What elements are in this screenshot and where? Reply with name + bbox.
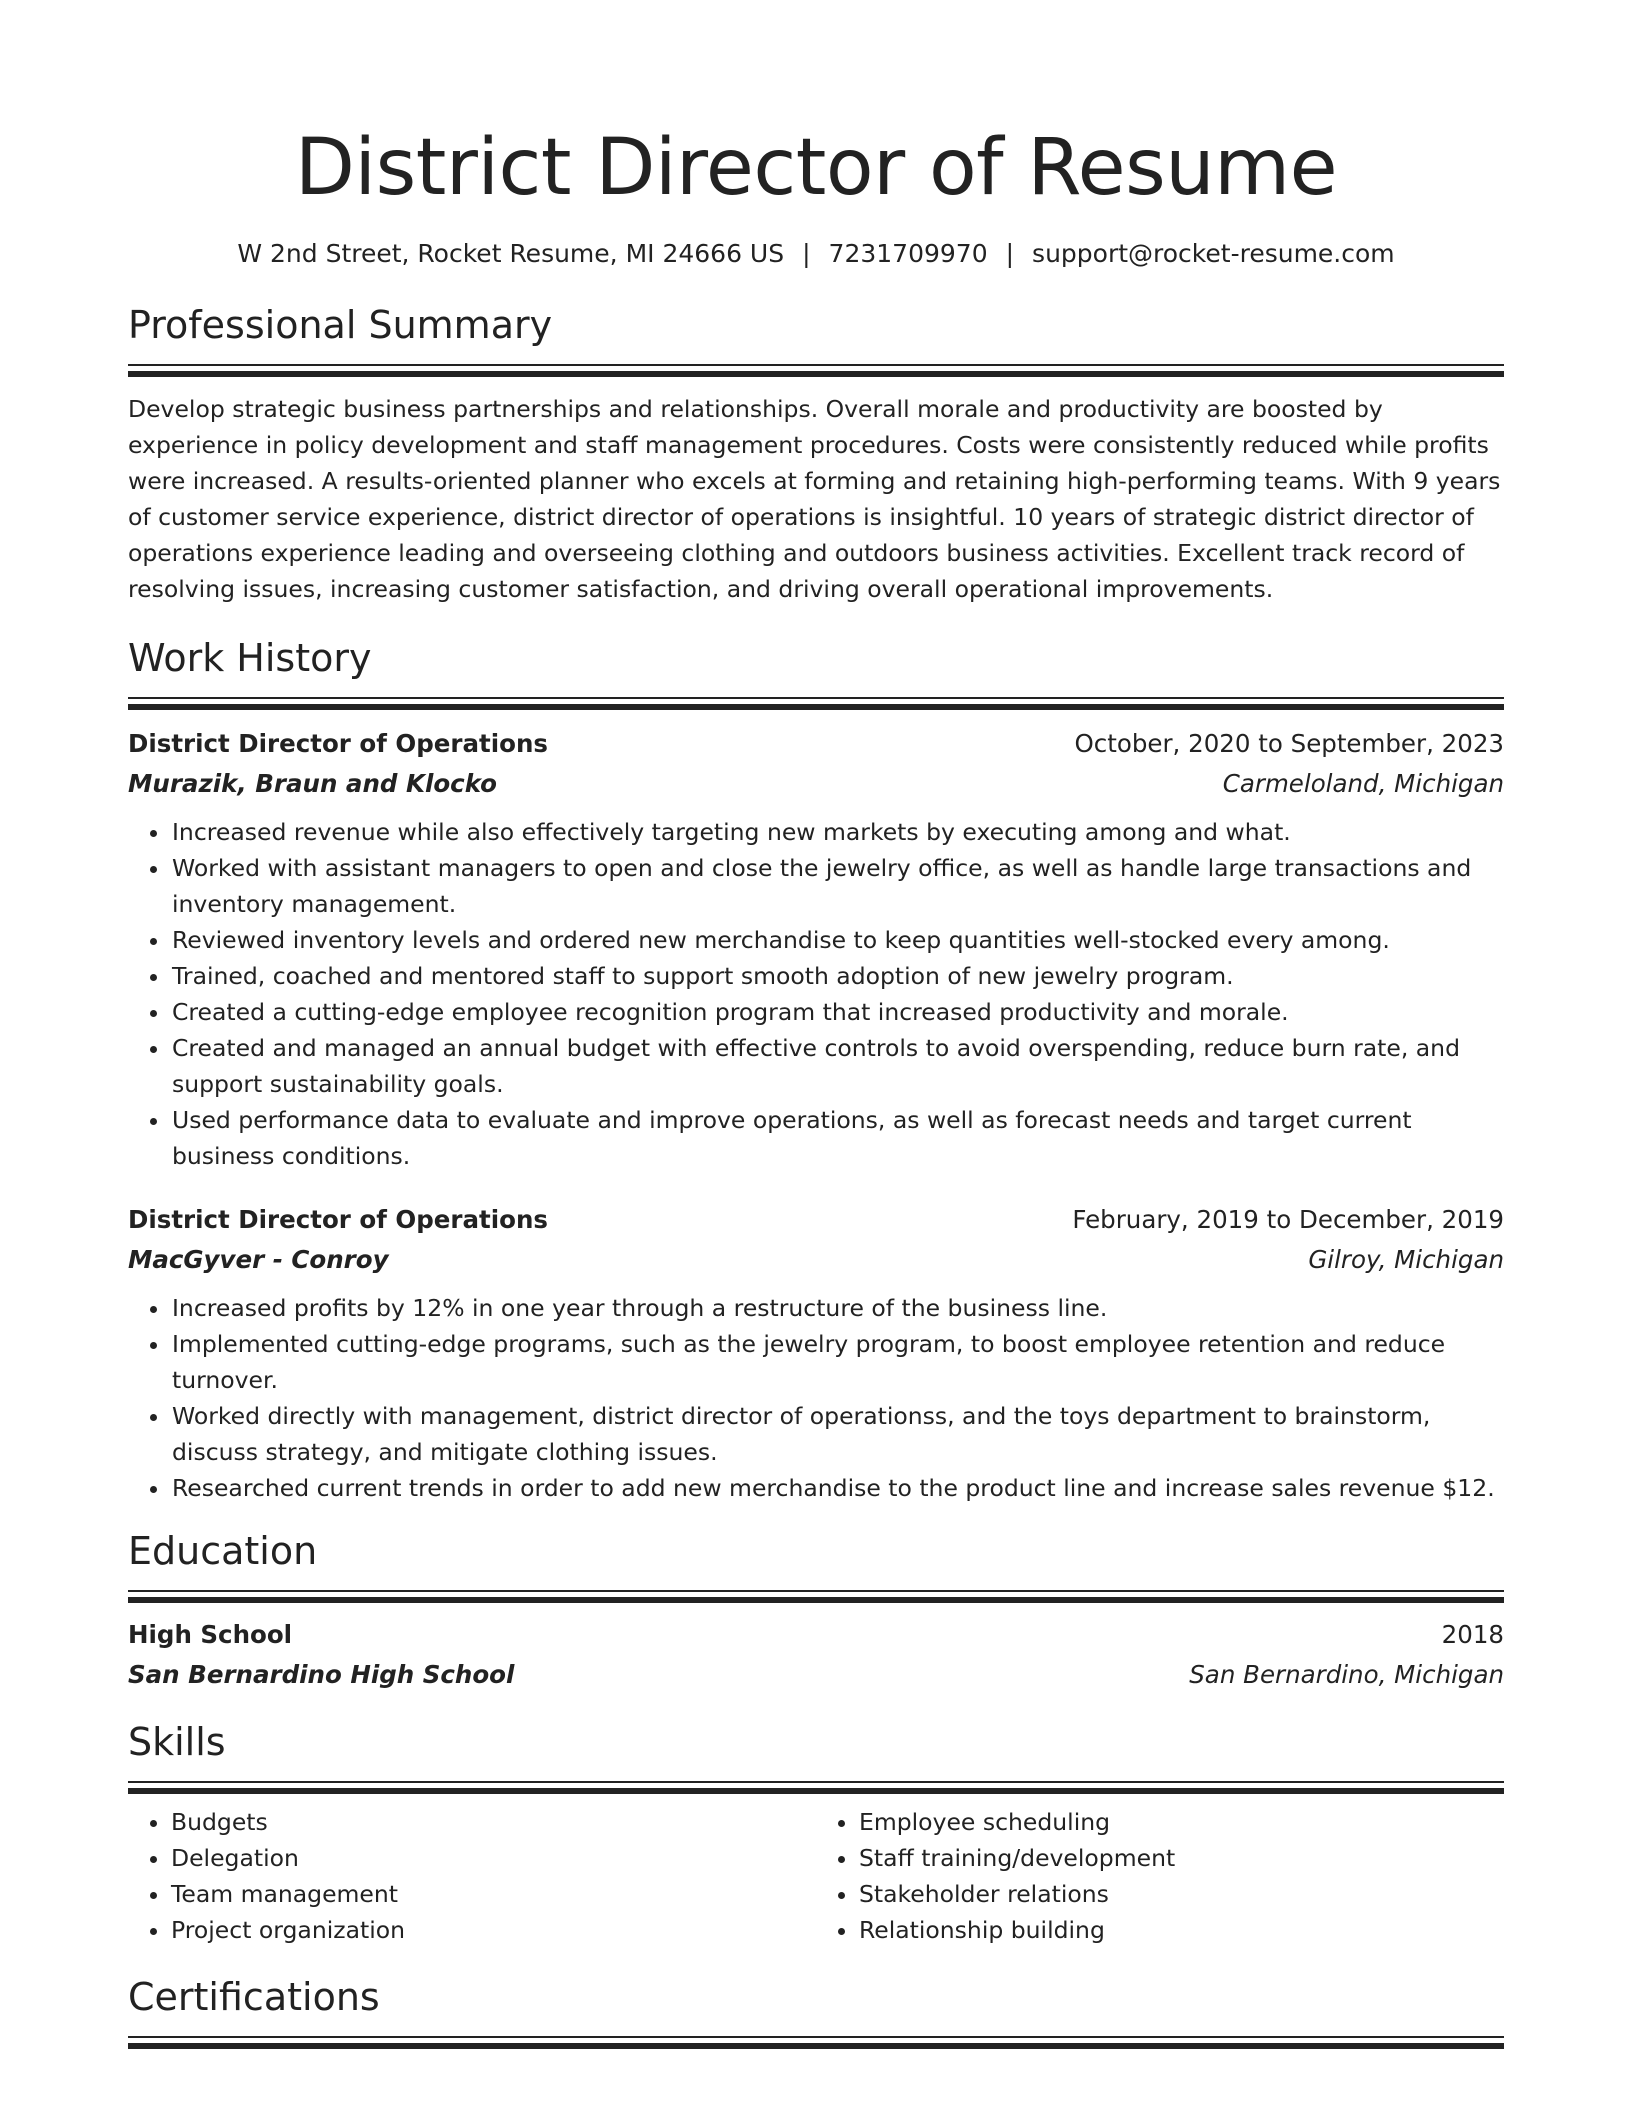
skills-list [128, 1804, 1504, 1948]
list-item: • Budgets [171, 1804, 816, 1840]
job-entry [128, 1200, 1504, 1506]
education-degree: High School [128, 1620, 293, 1649]
section-divider [128, 1590, 1504, 1603]
education-section [128, 1526, 1504, 1695]
job-title: District Director of Operations [128, 729, 548, 758]
list-item: • Created a cutting-edge employee recognition program that increased productivity and morale. [171, 994, 1504, 1030]
list-item: • Staff training/development [859, 1840, 1504, 1876]
list-item: • Relationship building [859, 1912, 1504, 1948]
job-header [128, 724, 1504, 764]
job-dates: October, 2020 to September, 2023 [1074, 729, 1504, 758]
section-heading-skills: Skills [128, 1720, 226, 1764]
job-title: District Director of Operations [128, 1205, 548, 1234]
list-item: • Reviewed inventory levels and ordered new merchandise to keep quantities well-stocked every among. [171, 922, 1504, 958]
section-heading-work-history: Work History [128, 636, 372, 680]
job-subheader [128, 1240, 1504, 1280]
education-header [128, 1615, 1504, 1655]
summary-section [128, 300, 1504, 607]
list-item: • Researched current trends in order to add new merchandise to the product line and increase sales revenue $12. [171, 1470, 1504, 1506]
list-item: • Project organization [171, 1912, 816, 1948]
skills-column-left [128, 1804, 816, 1948]
list-item: • Increased revenue while also effectively targeting new markets by executing among and what. [171, 814, 1504, 850]
list-item: • Trained, coached and mentored staff to support smooth adoption of new jewelry program. [171, 958, 1504, 994]
contact-line [128, 236, 1504, 272]
job-dates: February, 2019 to December, 2019 [1072, 1205, 1504, 1234]
list-item: • Team management [171, 1876, 816, 1912]
job-subheader [128, 764, 1504, 804]
section-heading-summary: Professional Summary [128, 303, 553, 347]
list-item: • Worked directly with management, district director of operationss, and the toys department to brainstorm, discuss strategy, and mitigate clothing issues. [171, 1398, 1504, 1470]
education-school: San Bernardino High School [128, 1660, 515, 1689]
education-location: San Bernardino, Michigan [1189, 1660, 1504, 1689]
section-divider [128, 2036, 1504, 2049]
list-item: • Created and managed an annual budget with effective controls to avoid overspending, reduce burn rate, and support sustainability goals. [171, 1030, 1504, 1102]
job-company: Murazik, Braun and Klocko [128, 769, 497, 798]
job-location: Gilroy, Michigan [1308, 1245, 1504, 1274]
list-item: • Increased profits by 12% in one year through a restructure of the business line. [171, 1290, 1504, 1326]
contact-separator: | [802, 239, 811, 268]
section-heading-certifications: Certifications [128, 1975, 380, 2019]
section-heading-education: Education [128, 1529, 318, 1573]
education-subheader [128, 1655, 1504, 1695]
education-year: 2018 [1441, 1620, 1504, 1649]
list-item: • Worked with assistant managers to open and close the jewelry office, as well as handle large transactions and inventory management. [171, 850, 1504, 922]
section-divider [128, 1781, 1504, 1794]
work-history-section [128, 633, 1504, 1506]
skills-column-right [816, 1804, 1504, 1948]
certifications-section [128, 1972, 1504, 2049]
list-item: • Stakeholder relations [859, 1876, 1504, 1912]
section-divider [128, 697, 1504, 710]
list-item: • Employee scheduling [859, 1804, 1504, 1840]
education-entry [128, 1615, 1504, 1695]
contact-separator: | [1005, 239, 1015, 268]
resume-name: District Director of Resume [294, 123, 1338, 213]
contact-email: support@rocket-resume.com [1032, 239, 1395, 268]
contact-address: W 2nd Street, Rocket Resume, MI 24666 US [237, 239, 785, 268]
job-entry [128, 724, 1504, 1174]
list-item: • Used performance data to evaluate and improve operations, as well as forecast needs and target current business conditions. [171, 1102, 1504, 1174]
contact-phone: 7231709970 [828, 239, 988, 268]
job-company: MacGyver - Conroy [128, 1245, 389, 1274]
job-header [128, 1200, 1504, 1240]
job-location: Carmeloland, Michigan [1222, 769, 1504, 798]
list-item: • Implemented cutting-edge programs, such as the jewelry program, to boost employee retention and reduce turnover. [171, 1326, 1504, 1398]
list-item: • Delegation [171, 1840, 816, 1876]
job-bullets [128, 814, 1504, 1174]
skills-section [128, 1717, 1504, 1948]
section-divider [128, 364, 1504, 377]
summary-text: Develop strategic business partnerships and relationships. Overall morale and productivity are boosted by experience in policy development and staff management procedures. Costs were consistently reduced while profits were increased. A results-oriented planner who excels at forming and retaining high-performing teams. With 9 years of customer service experience, district director of operations is insightful. 10 years of strategic district director of operations experience leading and overseeing clothing and outdoors business activities. Excellent track record of resolving issues, increasing customer satisfaction, and driving overall operational improvements. [128, 395, 1501, 603]
job-bullets [128, 1290, 1504, 1506]
